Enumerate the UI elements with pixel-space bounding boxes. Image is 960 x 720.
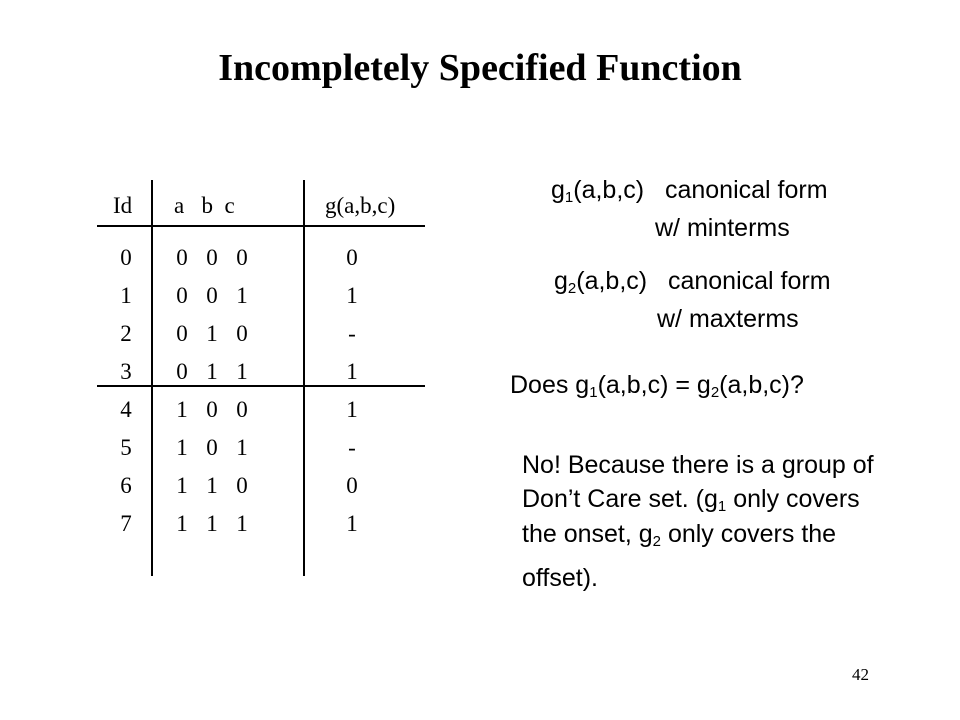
table-cell-c: 0 (236, 321, 248, 346)
table-cell-a: 1 (176, 435, 188, 460)
table-cell-a: 1 (176, 511, 188, 536)
table-cell-g: - (348, 321, 356, 346)
table-cell-b: 0 (206, 397, 218, 422)
table-cell-id: 1 (120, 283, 132, 308)
table-cell-a: 0 (176, 359, 188, 384)
table-cell-g: 1 (346, 511, 358, 536)
table-cell-id: 6 (120, 473, 132, 498)
table-cell-g: 1 (346, 283, 358, 308)
header-abc: a b c (174, 193, 235, 218)
header-id: Id (113, 193, 133, 218)
table-cell-a: 0 (176, 245, 188, 270)
table-cell-id: 0 (120, 245, 132, 270)
answer-line-1: No! Because there is a group of (522, 451, 874, 479)
table-header-rule (97, 225, 425, 227)
page-number: 42 (852, 665, 869, 684)
table-cell-g: - (348, 435, 356, 460)
g2-line: $g_2(a,b,c)$ canonical form (554, 267, 831, 297)
table-cell-id: 3 (120, 359, 132, 384)
table-cell-a: 1 (176, 473, 188, 498)
table-cell-a: 1 (176, 397, 188, 422)
g2-maxterms-label: w/ maxterms (657, 305, 799, 333)
table-cell-b: 0 (206, 245, 218, 270)
table-cell-b: 1 (206, 321, 218, 346)
table-cell-id: 7 (120, 511, 132, 536)
table-cell-c: 0 (236, 245, 248, 270)
table-cell-id: 2 (120, 321, 132, 346)
table-cell-id: 4 (120, 397, 132, 422)
table-cell-a: 0 (176, 321, 188, 346)
g1-line: $g_1(a,b,c)$ canonical form (551, 176, 828, 206)
table-cell-g: 1 (346, 359, 358, 384)
table-middle-rule (97, 385, 425, 387)
slide-title: Incompletely Specified Function (218, 47, 742, 89)
table-cell-g: 0 (346, 245, 358, 270)
table-cell-c: 1 (236, 435, 248, 460)
table-cell-c: 1 (236, 283, 248, 308)
table-cell-c: 1 (236, 359, 248, 384)
table-cell-g: 1 (346, 397, 358, 422)
table-cell-id: 5 (120, 435, 132, 460)
table-cell-b: 1 (206, 511, 218, 536)
table-divider-left (151, 180, 153, 576)
table-cell-b: 0 (206, 435, 218, 460)
answer-line-4: offset). (522, 564, 598, 592)
table-cell-c: 0 (236, 397, 248, 422)
table-cell-b: 1 (206, 473, 218, 498)
table-cell-b: 1 (206, 359, 218, 384)
table-cell-c: 0 (236, 473, 248, 498)
g1-minterms-label: w/ minterms (655, 214, 790, 242)
table-cell-a: 0 (176, 283, 188, 308)
table-cell-b: 0 (206, 283, 218, 308)
answer-line-3: the onset, $g_2$ only covers the (522, 520, 837, 550)
table-divider-right (303, 180, 305, 576)
header-g: g(a,b,c) (325, 193, 396, 218)
question-text: Does $g_1(a,b,c) = g_2(a,b,c)$? (510, 371, 804, 401)
answer-line-2: Don’t Care set. ($g_1$ only covers (522, 485, 860, 515)
table-cell-g: 0 (346, 473, 358, 498)
table-cell-c: 1 (236, 511, 248, 536)
